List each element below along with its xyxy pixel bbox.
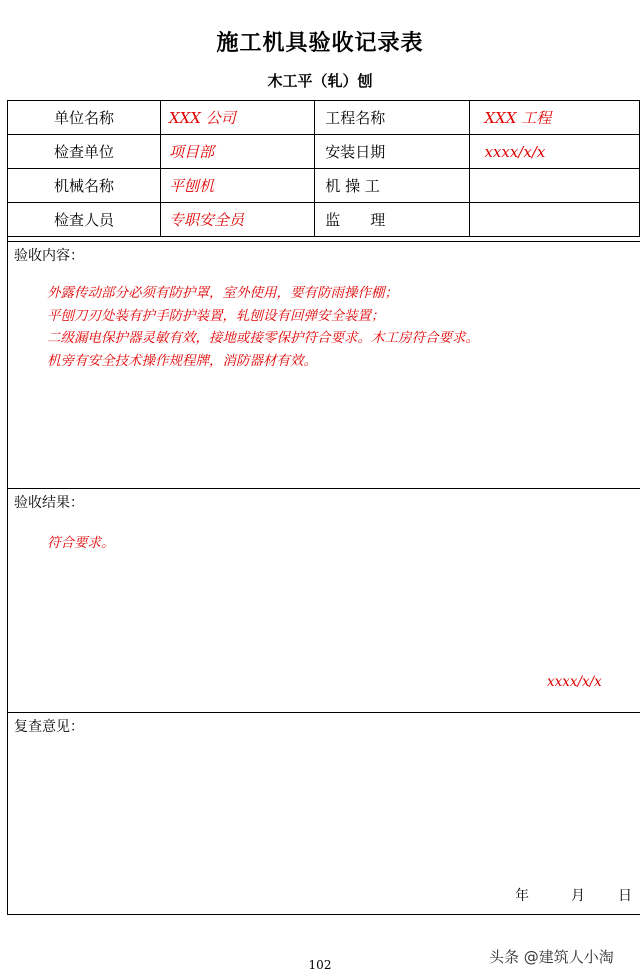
install-date-value: xxxx/x/x bbox=[470, 135, 640, 169]
unit-label: 单位名称 bbox=[8, 101, 161, 135]
acceptance-result-date: xxxx/x/x bbox=[547, 674, 602, 690]
content-line: 平刨刀刃处装有护手防护装置，轧刨设有回弹安全装置； bbox=[47, 307, 385, 324]
machine-label: 机械名称 bbox=[8, 169, 161, 203]
review-day: 日 bbox=[618, 888, 632, 904]
acceptance-result-text: 符合要求。 bbox=[47, 535, 115, 551]
project-value: XXX 工程 bbox=[470, 101, 640, 135]
project-label: 工程名称 bbox=[315, 101, 470, 135]
watermark: 头条 @建筑人小淘 bbox=[489, 948, 614, 966]
supervisor-label: 监 理 bbox=[315, 203, 470, 237]
table-row bbox=[8, 203, 640, 237]
review-month: 月 bbox=[571, 888, 585, 904]
inspect-unit-value: 项目部 bbox=[160, 135, 314, 169]
operator-value bbox=[470, 169, 640, 203]
info-table bbox=[7, 100, 640, 237]
page-title: 施工机具验收记录表 bbox=[216, 30, 424, 56]
acceptance-result-section bbox=[7, 488, 640, 712]
table-row bbox=[8, 135, 640, 169]
supervisor-value bbox=[470, 203, 640, 237]
unit-value: XXX 公司 bbox=[160, 101, 314, 135]
table-row bbox=[8, 169, 640, 203]
acceptance-content-section bbox=[7, 241, 640, 488]
install-date-label: 安装日期 bbox=[315, 135, 470, 169]
acceptance-result-label: 验收结果： bbox=[14, 495, 84, 511]
inspector-label: 检查人员 bbox=[8, 203, 161, 237]
content-line: 外露传动部分必须有防护罩，室外使用，要有防雨操作棚； bbox=[47, 285, 398, 301]
content-line: 机旁有安全技术操作规程牌，消防器材有效。 bbox=[47, 352, 317, 369]
inspector-value: 专职安全员 bbox=[160, 203, 314, 237]
operator-label: 机 操 工 bbox=[315, 169, 470, 203]
acceptance-content-lines bbox=[47, 282, 479, 372]
acceptance-content-label: 验收内容： bbox=[14, 248, 84, 264]
review-label: 复查意见： bbox=[14, 719, 84, 735]
page-subtitle: 木工平（轧）刨 bbox=[267, 72, 373, 90]
machine-value: 平刨机 bbox=[160, 169, 314, 203]
review-section bbox=[7, 712, 640, 915]
review-year: 年 bbox=[515, 888, 529, 904]
page-number: 102 bbox=[308, 958, 332, 972]
table-row bbox=[8, 101, 640, 135]
content-line: 二级漏电保护器灵敏有效，接地或接零保护符合要求。木工房符合要求。 bbox=[47, 330, 479, 346]
inspect-unit-label: 检查单位 bbox=[8, 135, 161, 169]
